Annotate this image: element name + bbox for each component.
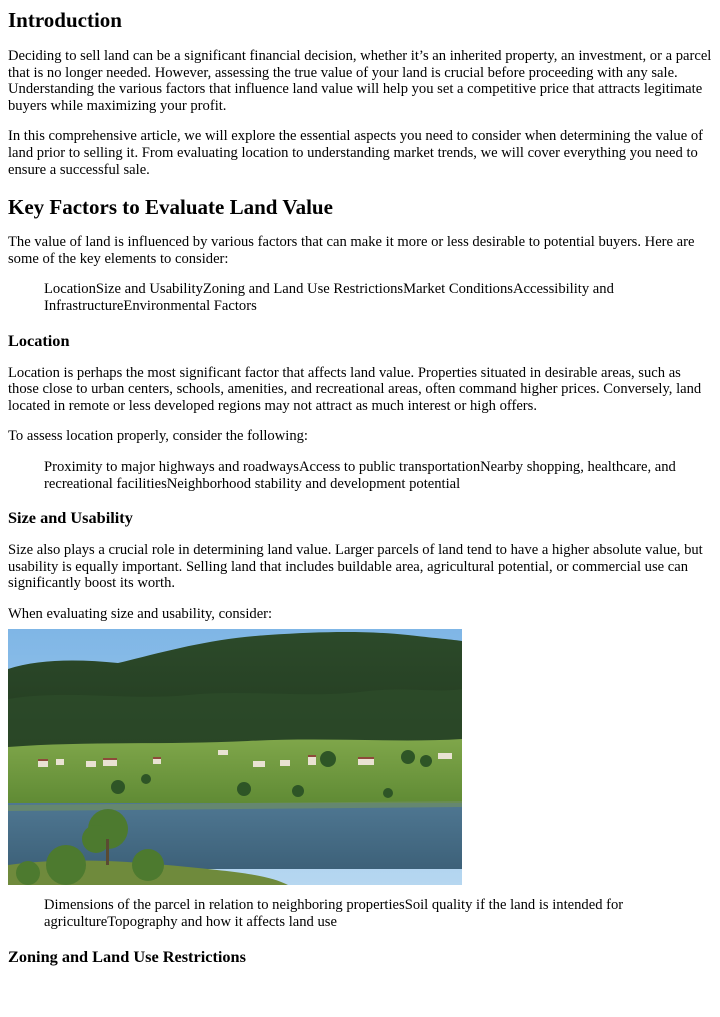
location-list: Proximity to major highways and roadwaysAccess to public transportationNearby shopping, healthcare, and recreational facilitiesNeighborhood stability and development potential xyxy=(44,458,676,492)
introduction-paragraph-2: In this comprehensive article, we will explore the essential aspects you need to consider when determining the value of land prior to selling it. From evaluating location to understanding market trends, we will cover everything you need to ensure a successful sale. xyxy=(8,128,704,178)
location-paragraph-1: Location is perhaps the most significant factor that affects land value. Properties situated in desirable areas, such as those close to urban centers, schools, amenities, and recreational areas, often command higher prices. Conversely, land located in remote or less developed regions may not attract as much interest or high offers. xyxy=(8,364,702,414)
location-paragraph-2: To assess location properly, consider the following: xyxy=(8,428,308,445)
size-paragraph-1: Size also plays a crucial role in determining land value. Larger parcels of land tend to have a higher absolute value, but usability is equally important. Selling land that includes buildable area, agricultural potential, or commercial use can significantly boost its worth. xyxy=(8,542,703,592)
meadow xyxy=(8,739,462,805)
key-factors-list: LocationSize and UsabilityZoning and Land Use RestrictionsMarket ConditionsAccessibility and InfrastructureEnvironmental Factors xyxy=(44,281,614,314)
location-heading: Location xyxy=(8,330,70,350)
size-heading: Size and Usability xyxy=(8,508,133,528)
key-factors-heading: Key Factors to Evaluate Land Value xyxy=(8,195,333,220)
key-factors-intro: The value of land is influenced by various factors that can make it more or less desirable to potential buyers. Here are some of the key elements to consider: xyxy=(8,234,695,267)
size-list: Dimensions of the parcel in relation to neighboring propertiesSoil quality if the land is intended for agricultureTopography and how it affects land use xyxy=(44,897,624,931)
introduction-heading: Introduction xyxy=(8,8,122,32)
landscape-photo xyxy=(8,629,462,885)
zoning-heading: Zoning and Land Use Restrictions xyxy=(8,946,246,966)
introduction-paragraph-1: Deciding to sell land can be a significant financial decision, whether it’s an inherited property, an investment, or a parcel that is no longer needed. However, assessing the true value of your land is crucial before proceeding with any sale. Understanding the various factors that influence land value will help you set a competitive price that attracts legitimate buyers while maximizing your profit. xyxy=(8,48,712,114)
size-paragraph-2: When evaluating size and usability, consider: xyxy=(8,605,273,622)
